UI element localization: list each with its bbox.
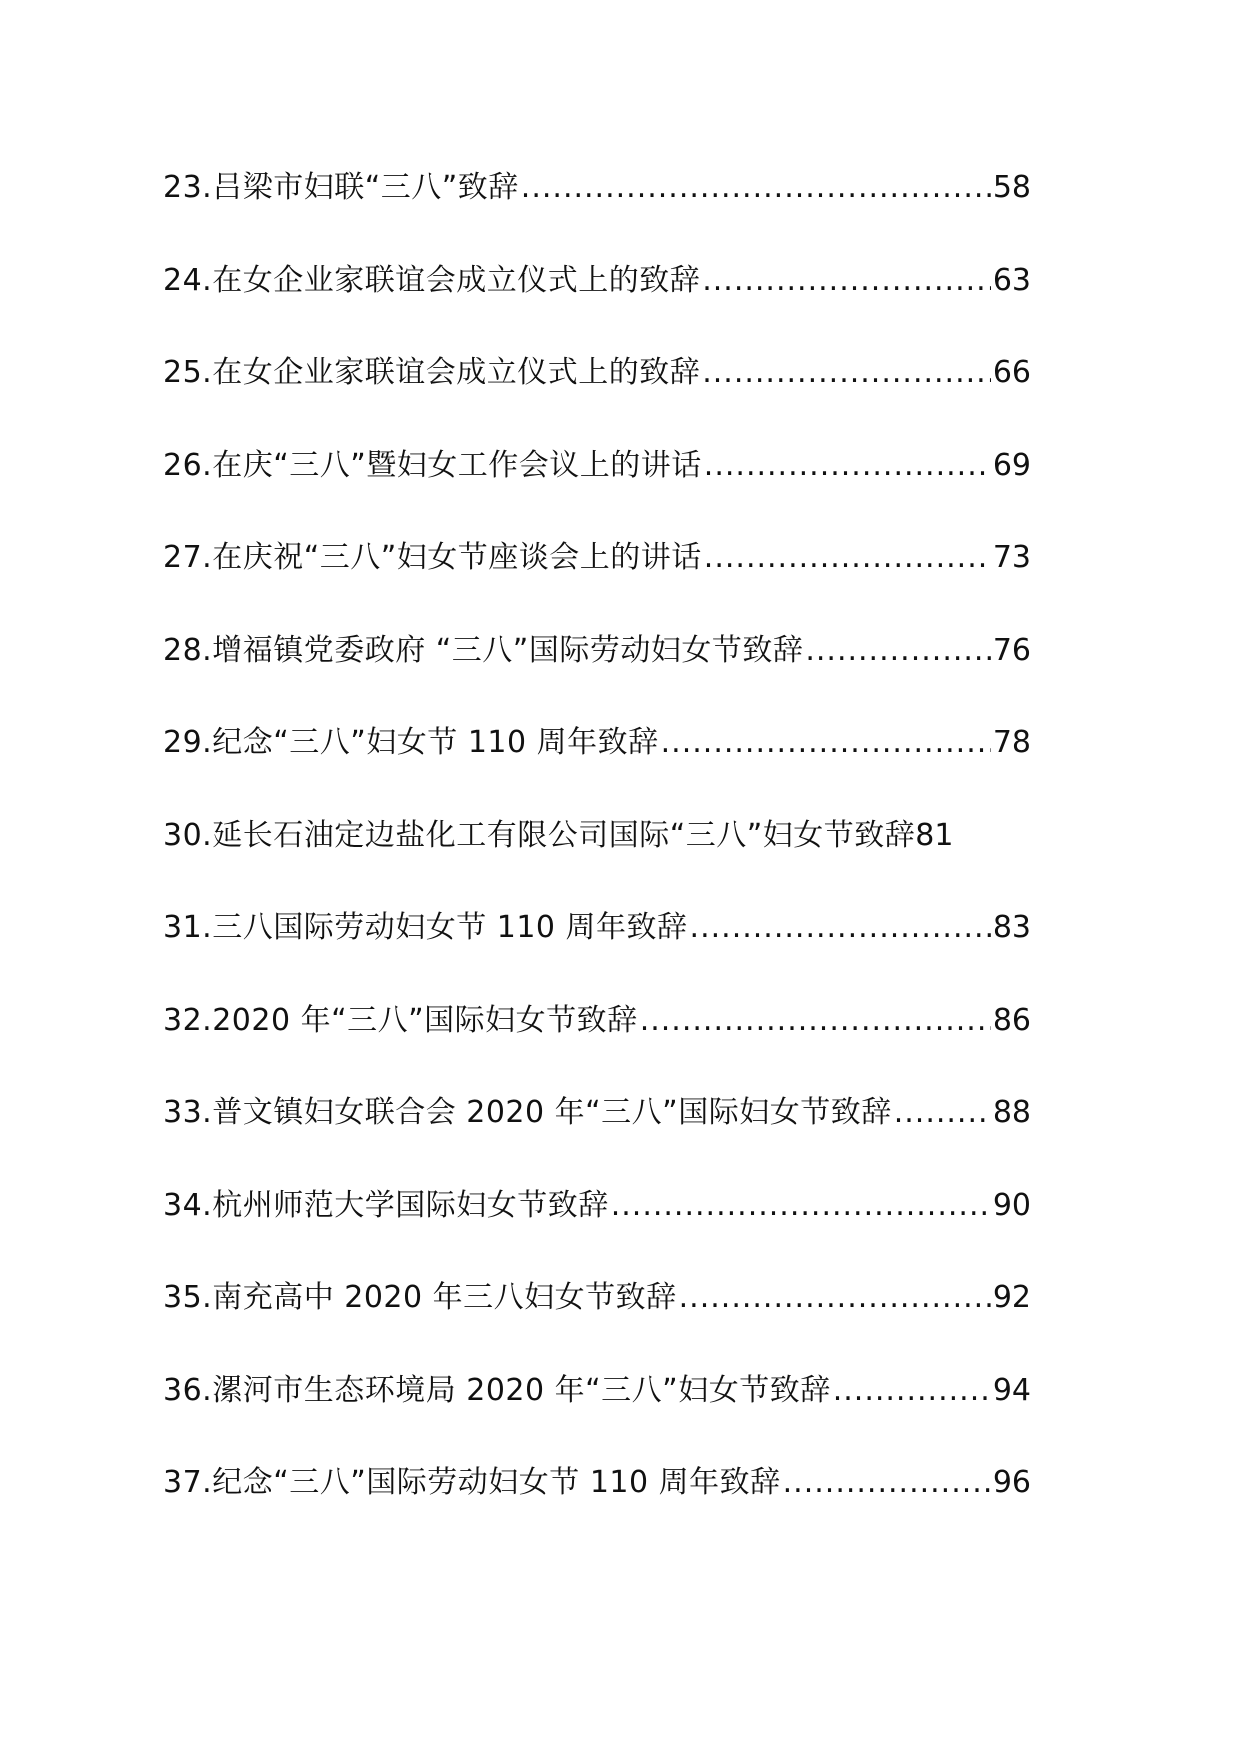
toc-entry[interactable] (163, 1278, 1031, 1371)
toc-entry-title: 31.三八国际劳动妇女节 110 周年致辞 (163, 910, 688, 945)
toc-dot-leader (783, 1463, 991, 1503)
toc-entry[interactable] (163, 1371, 1031, 1464)
toc-entry-title: 29.纪念“三八”妇女节 110 周年致辞 (163, 725, 659, 760)
toc-entry-title: 30.延长石油定边盐化工有限公司国际“三八”妇女节致辞 (163, 817, 916, 853)
toc-page-number: 88 (992, 1095, 1031, 1130)
toc-entry-title: 34.杭州师范大学国际妇女节致辞 (163, 1187, 609, 1223)
toc-dot-leader (805, 631, 990, 671)
toc-page-number: 96 (992, 1465, 1031, 1500)
toc-page-number: 73 (992, 540, 1031, 575)
toc-entry[interactable] (163, 538, 1031, 631)
toc-entry-title: 24.在女企业家联谊会成立仪式上的致辞 (163, 262, 701, 298)
toc-page-number: 66 (992, 355, 1031, 390)
toc-entry[interactable] (163, 723, 1031, 816)
toc-dot-leader (640, 1001, 991, 1041)
toc-page-number: 78 (992, 725, 1031, 760)
toc-page-number: 94 (992, 1372, 1031, 1408)
toc-entry[interactable] (163, 1001, 1031, 1094)
toc-page-number: 63 (992, 262, 1031, 298)
toc-page-number: 58 (992, 170, 1031, 205)
toc-entry[interactable] (163, 353, 1031, 446)
toc-dot-leader (690, 908, 991, 948)
toc-entry[interactable] (163, 261, 1031, 354)
toc-page-number: 69 (992, 447, 1031, 483)
toc-entry-title: 28.增福镇党委政府 “三八”国际劳动妇女节致辞 (163, 632, 804, 668)
toc-dot-leader (702, 261, 991, 301)
toc-entry-title: 26.在庆“三八”暨妇女工作会议上的讲话 (163, 447, 702, 483)
toc-dot-leader (833, 1371, 991, 1411)
toc-page-number: 90 (992, 1187, 1031, 1223)
toc-dot-leader (679, 1278, 991, 1318)
toc-entry-title: 35.南充高中 2020 年三八妇女节致辞 (163, 1280, 677, 1315)
toc-dot-leader (661, 723, 991, 763)
toc-entry[interactable] (163, 631, 1031, 724)
toc-dot-leader (702, 353, 991, 393)
toc-entry-title: 33.普文镇妇女联合会 2020 年“三八”国际妇女节致辞 (163, 1095, 892, 1130)
toc-page-number: 81 (915, 817, 954, 853)
toc-entry[interactable] (163, 168, 1031, 261)
toc-page-number: 83 (992, 910, 1031, 945)
toc-page-number: 76 (992, 632, 1031, 668)
table-of-contents (163, 168, 1031, 1556)
toc-entry[interactable] (163, 446, 1031, 539)
toc-dot-leader (611, 1186, 991, 1226)
toc-dot-leader (704, 446, 991, 486)
toc-page-number: 92 (992, 1280, 1031, 1315)
toc-entry-title: 27.在庆祝“三八”妇女节座谈会上的讲话 (163, 540, 702, 575)
toc-dot-leader (521, 168, 991, 208)
toc-entry[interactable] (163, 1186, 1031, 1279)
toc-page-number: 86 (992, 1002, 1031, 1038)
toc-entry-title: 25.在女企业家联谊会成立仪式上的致辞 (163, 355, 701, 390)
toc-entry-title: 23.吕梁市妇联“三八”致辞 (163, 170, 519, 205)
toc-entry[interactable] (163, 908, 1031, 1001)
toc-entry-title: 36.漯河市生态环境局 2020 年“三八”妇女节致辞 (163, 1372, 831, 1408)
toc-entry[interactable] (163, 1463, 1031, 1556)
toc-dot-leader (704, 538, 991, 578)
toc-entry-title: 37.纪念“三八”国际劳动妇女节 110 周年致辞 (163, 1465, 781, 1500)
toc-dot-leader (894, 1093, 991, 1133)
toc-entry[interactable] (163, 1093, 1031, 1186)
toc-entry-title: 32.2020 年“三八”国际妇女节致辞 (163, 1002, 638, 1038)
toc-entry[interactable] (163, 816, 1031, 909)
